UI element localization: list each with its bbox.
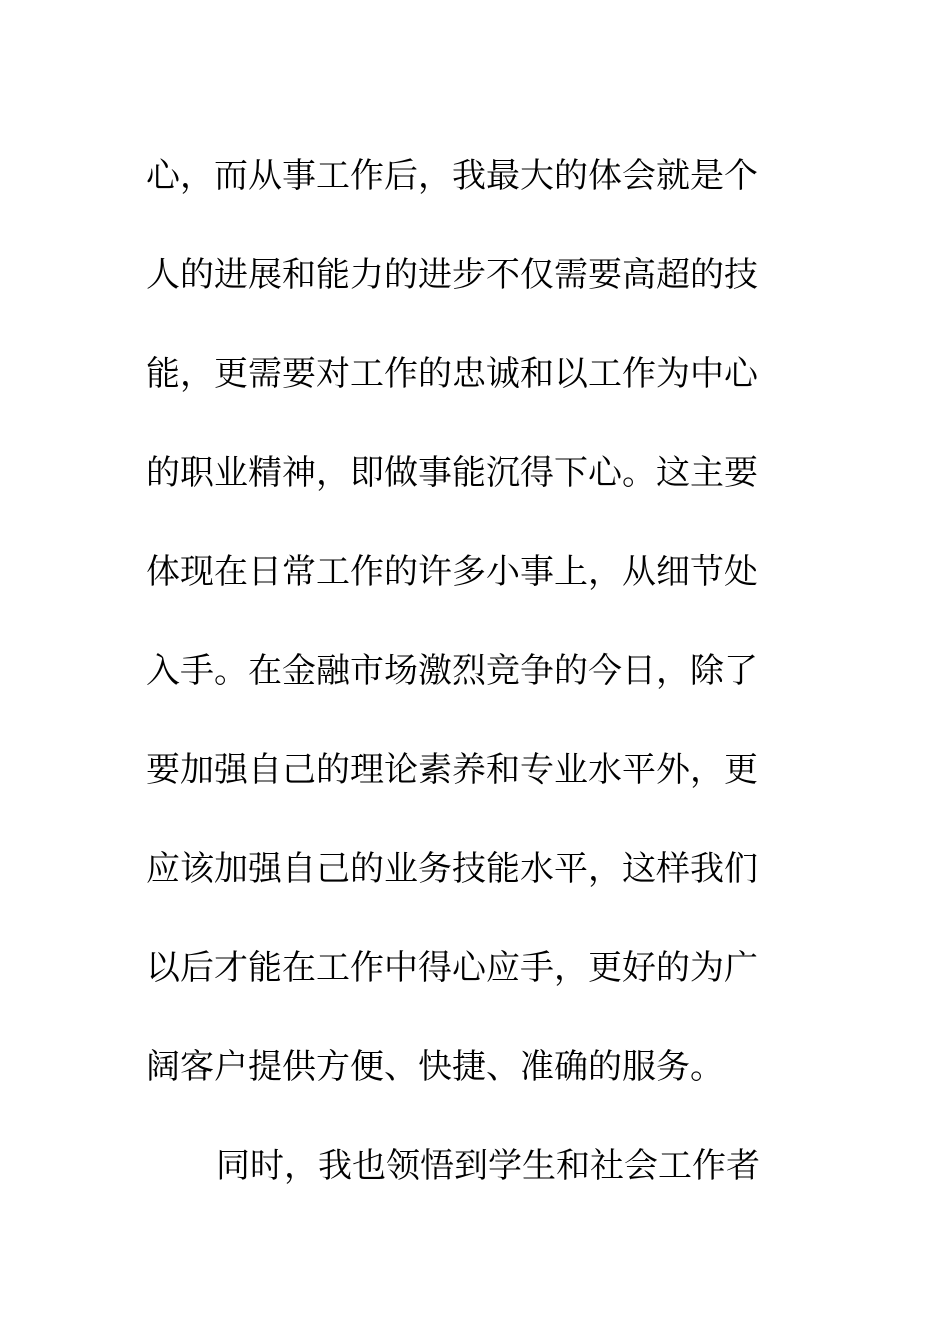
body-text <box>146 127 786 1216</box>
text-line: 阔客户提供方便、快捷、准确的服务。 <box>146 1047 724 1087</box>
paragraph-first-line: 同时，我也领悟到学生和社会工作者 <box>216 1146 760 1186</box>
text-line: 的职业精神，即做事能沉得下心。这主要 <box>146 453 758 493</box>
text-line: 以后才能在工作中得心应手，更好的为广 <box>146 948 758 988</box>
text-line: 要加强自己的理论素养和专业水平外，更 <box>146 750 758 790</box>
text-line: 心，而从事工作后，我最大的体会就是个 <box>146 156 758 196</box>
text-line: 能，更需要对工作的忠诚和以工作为中心 <box>146 354 758 394</box>
text-line: 人的进展和能力的进步不仅需要高超的技 <box>146 255 758 295</box>
text-line: 体现在日常工作的许多小事上，从细节处 <box>146 552 758 592</box>
text-line: 应该加强自己的业务技能水平，这样我们 <box>146 849 758 889</box>
text-line: 入手。在金融市场激烈竞争的今日，除了 <box>146 651 758 691</box>
